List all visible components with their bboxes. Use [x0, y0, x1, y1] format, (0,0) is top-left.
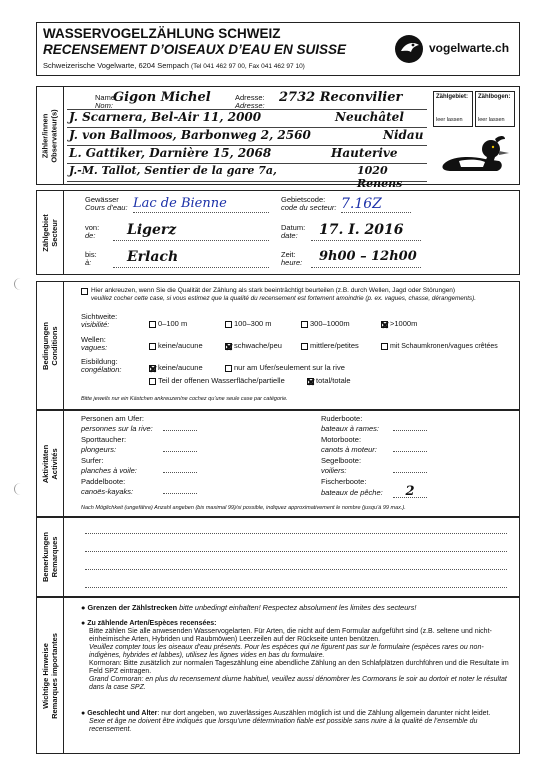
to-field[interactable]	[113, 249, 269, 268]
phone-text: (Tel 041 462 97 00, Fax 041 462 97 10)	[191, 63, 305, 70]
title-de: WASSERVOGELZÄHLUNG SCHWEIZ	[43, 26, 281, 41]
ice-label	[81, 358, 121, 374]
date-label-de: Datum:	[281, 223, 306, 232]
activity-label-fr: voiliers:	[321, 466, 347, 475]
visibility-option[interactable]	[225, 320, 272, 328]
visibility-label-de: Sichtweite:	[81, 312, 118, 321]
ice-option-label: total/totale	[316, 376, 351, 385]
observer-row[interactable]	[67, 109, 427, 128]
visibility-checkbox[interactable]	[301, 321, 308, 328]
visibility-option-label: >1000m	[390, 319, 418, 328]
activity-item[interactable]	[81, 415, 241, 433]
activity-label-de: Sporttaucher:	[81, 435, 127, 444]
activities-footnote: Nach Möglichkeit (ungefähre) Anzahl angeben (bis maximal 99)/si possible, indiquez approximativement le nombre (jusqu’à 99 max.).	[81, 505, 406, 511]
bird-logo-icon	[393, 33, 425, 65]
note-species	[81, 620, 513, 692]
from-label-fr: de:	[85, 231, 96, 240]
note-sex-age	[81, 710, 513, 734]
observer-address: Neuchâtel	[335, 110, 404, 124]
ice-label-de: Eisbildung:	[81, 357, 118, 366]
conditions-label: Bedingungen Conditions	[41, 321, 60, 370]
activity-count-field[interactable]	[163, 423, 197, 431]
activity-item[interactable]	[81, 457, 241, 475]
waves-label-de: Wellen:	[81, 335, 106, 344]
header-address	[43, 61, 305, 70]
activity-label-fr: canoës-kayaks:	[81, 487, 134, 496]
code-label-de: Gebietscode:	[281, 195, 326, 204]
activity-label-fr: plongeurs:	[81, 445, 117, 454]
activity-label-de: Personen am Ufer:	[81, 414, 144, 423]
area-side-label	[37, 191, 64, 274]
remarks-line[interactable]	[85, 546, 507, 552]
ice-checkbox-checked[interactable]	[149, 365, 156, 372]
from-label-de: von:	[85, 223, 100, 232]
waves-option-label: schwache/peu	[234, 341, 282, 350]
from-label	[85, 224, 99, 240]
activity-label-de: Ruderboote:	[321, 414, 363, 423]
observers-side-label	[37, 87, 64, 184]
code-value: 7.16Z	[341, 196, 382, 212]
conditions-footnote: Bitte jeweils nur ein Kästchen ankreuzen/ne cochez qu’une seule case par catégorie.	[81, 396, 288, 402]
visibility-option-label: 300–1000m	[310, 319, 350, 328]
ice-option-label: keine/aucune	[158, 363, 203, 372]
activity-count-field[interactable]	[393, 423, 427, 431]
binder-hole	[14, 483, 27, 495]
date-label	[281, 224, 305, 240]
observer-row[interactable]	[67, 91, 427, 110]
bullet-icon: ●	[81, 620, 88, 627]
observer-address: 1020 Renens	[357, 164, 403, 190]
activity-count-field[interactable]	[393, 465, 427, 473]
address-label-fr: Adresse:	[235, 101, 265, 110]
visibility-checkbox[interactable]	[149, 321, 156, 328]
ice-option-label: Teil der offenen Wasserfläche/partielle	[158, 376, 285, 385]
observers-section	[36, 86, 520, 190]
notes-label: Wichtige Hinweise Remarques importantes	[41, 632, 60, 719]
address-text: Schweizerische Vogelwarte, 6204 Sempach	[43, 61, 189, 70]
ice-checkbox[interactable]	[149, 378, 156, 385]
date-field[interactable]	[311, 222, 421, 241]
activity-count-field[interactable]: 2	[393, 486, 427, 498]
activities-side-label	[37, 411, 64, 516]
waves-option-label: mittlere/petites	[310, 341, 359, 350]
water-value: Lac de Bienne	[133, 196, 227, 211]
ice-option-label: nur am Ufer/seulement sur la rive	[234, 363, 345, 372]
activity-item[interactable]	[321, 415, 501, 433]
note-species-p2: Veuillez compter tous les oiseaux d’eau présents. Pour les espèces qui ne figurent pas sur le formulaire (espèces rares ou non-indigènes, hybrides et labbes), utilisez les lignes vides en bas du formulaire.	[89, 644, 484, 659]
conditions-section	[36, 281, 520, 410]
observer-name: J.-M. Tallot, Sentier de la gare 7a,	[69, 164, 277, 177]
observer-row[interactable]	[67, 163, 427, 190]
activity-label-de: Surfer:	[81, 456, 104, 465]
waves-label	[81, 336, 107, 352]
observer-row[interactable]	[67, 145, 427, 164]
observers-label: Zähler/innen Observateur(s)	[41, 108, 60, 163]
activity-label-de: Fischerboote:	[321, 477, 367, 486]
remarks-side-label	[37, 518, 64, 596]
quality-impaired-checkbox[interactable]	[81, 288, 88, 295]
remarks-section	[36, 517, 520, 597]
waves-checkbox-checked[interactable]	[225, 343, 232, 350]
to-label-fr: à:	[85, 258, 92, 267]
activity-item[interactable]	[81, 478, 241, 496]
conditions-side-label	[37, 282, 64, 409]
time-label	[281, 251, 302, 267]
ice-option[interactable]	[149, 364, 203, 372]
activity-item[interactable]	[321, 436, 501, 454]
note-sex-age-title: Geschlecht und Alter	[87, 710, 158, 717]
note-boundaries-text: bitte unbedingt einhalten! Respectez absolument les limites des secteurs!	[179, 603, 417, 612]
tufted-duck-icon	[439, 131, 511, 181]
time-value: 9h00 – 12h00	[319, 249, 417, 264]
visibility-label	[81, 313, 117, 329]
counting-sheet-hint: leer lassen	[478, 117, 505, 123]
waves-option[interactable]	[301, 342, 359, 350]
visibility-option[interactable]	[149, 320, 187, 328]
code-label-fr: code du secteur:	[281, 203, 337, 212]
ice-checkbox-checked[interactable]	[307, 378, 314, 385]
activity-count-field[interactable]	[163, 486, 197, 494]
visibility-label-fr: visibilité:	[81, 320, 110, 329]
visibility-option-label: 100–300 m	[234, 319, 272, 328]
activity-label-fr: bateaux de pêche:	[321, 488, 383, 497]
visibility-option-label: 0–100 m	[158, 319, 188, 328]
name-label-de: Name:	[95, 93, 118, 102]
to-value: Erlach	[127, 249, 179, 265]
water-label-fr: Cours d’eau:	[85, 203, 128, 212]
remarks-line[interactable]	[85, 528, 507, 534]
quality-intro-de: Hier ankreuzen, wenn Sie die Qualität der Zählung als stark beeinträchtigt beurteilen (z.B. durch Wellen, Jagd oder Störungen)	[91, 287, 456, 294]
activities-label: Aktivitäten Activités	[41, 444, 59, 483]
activity-count-field[interactable]	[163, 444, 197, 452]
observer-address: Hauterive	[331, 146, 398, 160]
remarks-line[interactable]	[85, 582, 507, 588]
activities-section	[36, 410, 520, 517]
observer-name: J. von Ballmoos, Barbonweg 2, 2560	[69, 128, 311, 142]
activity-label-fr: personnes sur la rive:	[81, 424, 153, 433]
counting-area-label: Zählgebiet:	[436, 94, 469, 100]
time-field[interactable]	[311, 249, 421, 268]
water-label	[85, 196, 128, 212]
visibility-checkbox-checked[interactable]	[381, 321, 388, 328]
note-species-title: Zu zählende Arten/Espèces recensées:	[87, 620, 217, 627]
waves-checkbox[interactable]	[301, 343, 308, 350]
observer-address: Nidau	[383, 128, 424, 142]
notes-section	[36, 597, 520, 754]
water-label-de: Gewässer	[85, 195, 119, 204]
visibility-checkbox[interactable]	[225, 321, 232, 328]
brand-name: vogelwarte.ch	[429, 41, 510, 55]
waves-option-label: keine/aucune	[158, 341, 203, 350]
activity-label-de: Motorboote:	[321, 435, 362, 444]
activity-count-field[interactable]	[393, 444, 427, 452]
bullet-icon: ●	[81, 603, 88, 612]
remarks-line[interactable]	[85, 564, 507, 570]
area-label: Zählgebiet Secteur	[41, 213, 60, 252]
waves-option[interactable]	[149, 342, 203, 350]
ice-checkbox[interactable]	[225, 365, 232, 372]
activity-item[interactable]	[321, 478, 501, 498]
note-boundaries-strong: Grenzen der Zählstrecken	[87, 603, 178, 612]
address-label-de: Adresse:	[235, 93, 265, 102]
note-sex-age-p2: Sexe et âge ne doivent être indiqués que lorsqu’une détermination fiable est possible sans nuire à la qualité de l’ensemble du recensement.	[89, 718, 478, 733]
activity-item[interactable]	[81, 436, 241, 454]
ice-option[interactable]	[149, 377, 285, 385]
observer-name: J. Scarnera, Bel-Air 11, 2000	[69, 110, 262, 124]
observer-name: Gigon Michel	[113, 90, 211, 105]
date-value: 17. I. 2016	[319, 222, 404, 238]
waves-label-fr: vagues:	[81, 343, 108, 352]
visibility-option[interactable]	[301, 320, 350, 328]
name-label-fr: Nom:	[95, 101, 113, 110]
note-species-p4: Grand Cormoran: en plus du recensement diurne habituel, veuillez aussi dénombrer les Cormorans le soir au dortoir et noter le résultat dans la case SPZ.	[89, 676, 507, 691]
note-sex-age-p1: : nur dort angeben, wo zuverlässiges Auszählen möglich ist und die Zählung allgemein darunter nicht leidet.	[157, 710, 491, 717]
note-species-p1: Bitte zählen Sie alle anwesenden Wasservogelarten. Für Arten, die nicht auf dem Formular aufgeführt sind (z.B. seltene und nicht-einheimische Arten, Hybriden und Raubmöwen) Leerzeilen auf der Rückseite unten benützen.	[89, 628, 492, 643]
activity-label-fr: planches à voile:	[81, 466, 137, 475]
title-fr: RECENSEMENT D’OISEAUX D’EAU EN SUISSE	[43, 42, 347, 57]
to-label-de: bis:	[85, 250, 97, 259]
activity-label-fr: canots à moteur:	[321, 445, 377, 454]
observer-name: L. Gattiker, Darnière 15, 2068	[69, 146, 272, 160]
observer-address: 2732 Reconvilier	[279, 90, 403, 105]
time-label-de: Zeit:	[281, 250, 296, 259]
code-label	[281, 196, 336, 212]
notes-side-label	[37, 598, 64, 753]
counting-sheet-label: Zählbogen:	[478, 94, 511, 100]
vogelwarte-logo	[391, 31, 515, 67]
visibility-option[interactable]	[381, 320, 417, 328]
remarks-label: Bemerkungen Remarques	[41, 531, 60, 583]
date-label-fr: date:	[281, 231, 298, 240]
ice-option[interactable]	[307, 377, 351, 385]
binder-hole	[14, 278, 27, 290]
water-field[interactable]	[133, 196, 269, 213]
observer-row[interactable]	[67, 127, 427, 146]
form-header	[36, 22, 520, 76]
waves-checkbox[interactable]	[381, 343, 388, 350]
from-field[interactable]	[113, 222, 269, 241]
activity-item[interactable]	[321, 457, 501, 475]
to-label	[85, 251, 97, 267]
note-species-p3: Kormoran: Bitte zusätzlich zur normalen Tageszählung eine abendliche Zählung an den Schlafplätzen durchführen und die Resultate im Feld SPZ eintragen.	[89, 660, 509, 675]
area-section	[36, 190, 520, 275]
activity-count-field[interactable]	[163, 465, 197, 473]
counting-area-hint: leer lassen	[436, 117, 463, 123]
time-label-fr: heure:	[281, 258, 303, 267]
code-field[interactable]	[341, 196, 411, 213]
quality-intro-fr: veuillez cocher cette case, si vous estimez que la qualité du recensement est fortement amoindrie (p. ex. vagues, chasse, dérangements).	[91, 295, 477, 302]
bullet-icon: ●	[81, 710, 88, 717]
ice-label-fr: congélation:	[81, 365, 122, 374]
counting-area-box[interactable]	[433, 91, 473, 127]
quality-row	[81, 287, 511, 303]
waves-option[interactable]	[225, 342, 282, 350]
waves-checkbox[interactable]	[149, 343, 156, 350]
activity-label-fr: bateaux à rames:	[321, 424, 379, 433]
activity-label-de: Segelboote:	[321, 456, 362, 465]
waves-option[interactable]	[381, 342, 498, 351]
ice-option[interactable]	[225, 364, 345, 372]
note-boundaries	[81, 604, 511, 612]
counting-sheet-box[interactable]	[475, 91, 515, 127]
waves-option-label: mit Schaumkronen/vagues crêtées	[390, 343, 498, 350]
from-value: Ligerz	[127, 222, 177, 238]
activity-label-de: Paddelboote:	[81, 477, 126, 486]
